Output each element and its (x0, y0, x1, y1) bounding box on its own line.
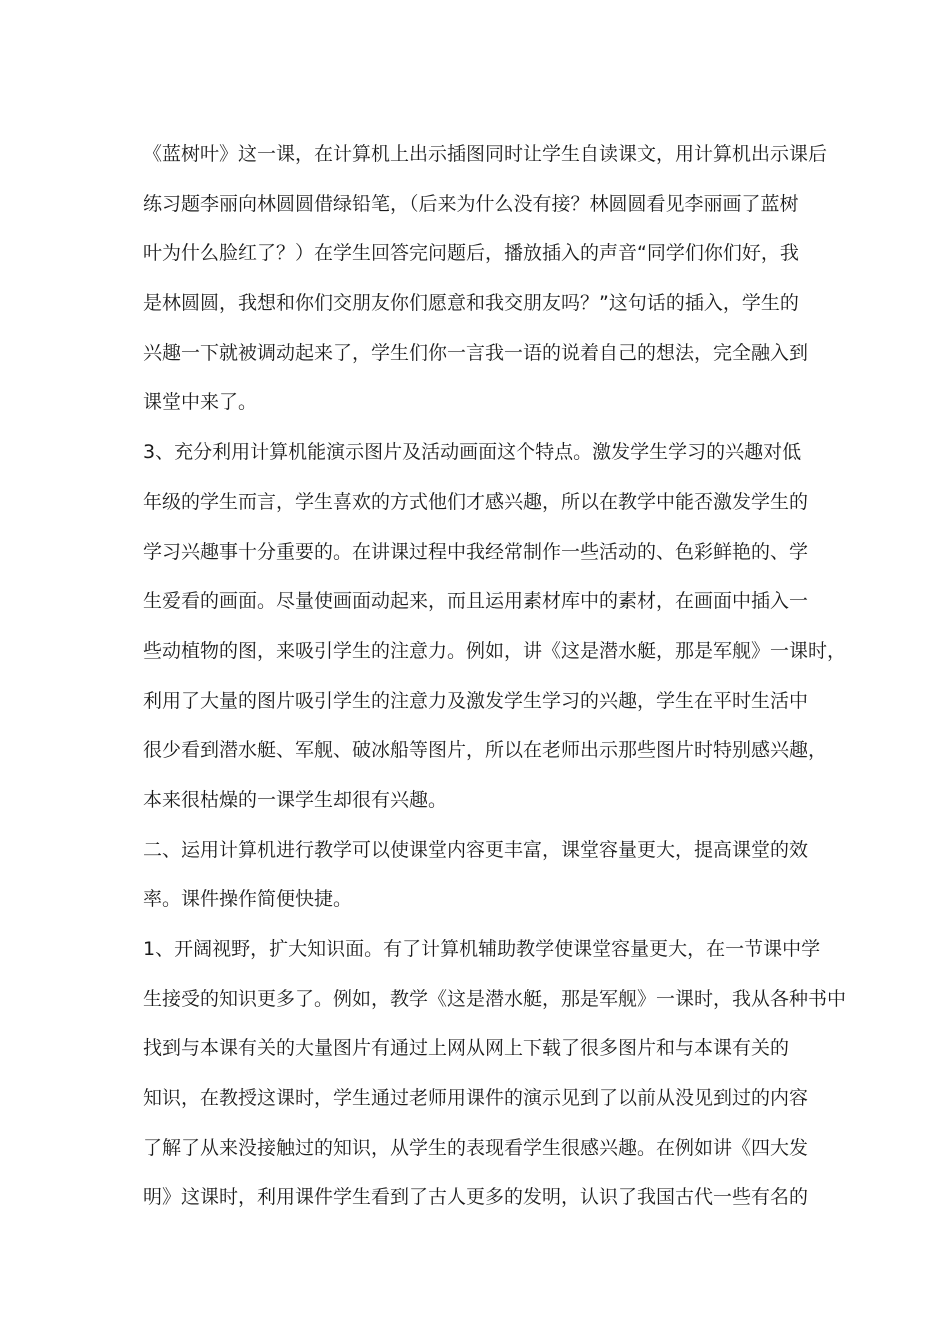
text-line: 叶为什么脸红了？）在学生回答完问题后，播放插入的声音“同学们你们好，我 (143, 242, 799, 265)
text-line: 找到与本课有关的大量图片有通过上网从网上下载了很多图片和与本课有关的 (143, 1037, 790, 1060)
text-line: 生爱看的画面。尽量使画面动起来，而且运用素材库中的素材，在画面中插入一 (143, 590, 809, 613)
text-line: 年级的学生而言，学生喜欢的方式他们才感兴趣，所以在教学中能否激发学生的 (143, 490, 809, 513)
text-line: 生接受的知识更多了。例如，教学《这是潜水艇，那是军舰》一课时，我从各种书中 (143, 987, 847, 1010)
text-line: 很少看到潜水艇、军舰、破冰船等图片，所以在老师出示那些图片时特别感兴趣， (143, 739, 828, 762)
document-body (143, 130, 847, 1223)
text-line: 率。课件操作简便快捷。 (143, 888, 353, 911)
text-line: 利用了大量的图片吸引学生的注意力及激发学生学习的兴趣，学生在平时生活中 (143, 689, 809, 712)
text-line: 《蓝树叶》这一课，在计算机上出示插图同时让学生自读课文，用计算机出示课后 (143, 143, 828, 165)
text-line: 明》这课时，利用课件学生看到了古人更多的发明，认识了我国古代一些有名的 (143, 1186, 809, 1209)
text-line: 了解了从来没接触过的知识，从学生的表现看学生很感兴趣。在例如讲《四大发 (143, 1136, 809, 1159)
text-line: 二、运用计算机进行教学可以使课堂内容更丰富，课堂容量更大，提高课堂的效 (143, 838, 809, 861)
text-line: 本来很枯燥的一课学生却很有兴趣。 (143, 788, 448, 811)
text-line: 学习兴趣事十分重要的。在讲课过程中我经常制作一些活动的、色彩鲜艳的、学 (143, 540, 809, 563)
text-line: 练习题李丽向林圆圆借绿铅笔，（后来为什么没有接？林圆圆看见李丽画了蓝树 (143, 192, 799, 215)
text-line: 是林圆圆，我想和你们交朋友你们愿意和我交朋友吗？”这句话的插入，学生的 (143, 292, 799, 315)
text-line: 些动植物的图，来吸引学生的注意力。例如，讲《这是潜水艇，那是军舰》一课时， (143, 639, 847, 662)
text-line: 知识，在教授这课时，学生通过老师用课件的演示见到了以前从没见到过的内容 (143, 1087, 809, 1110)
text-line: 3、充分利用计算机能演示图片及活动画面这个特点。激发学生学习的兴趣对低 (143, 441, 802, 464)
text-line: 1、开阔视野，扩大知识面。有了计算机辅助教学使课堂容量更大，在一节课中学 (143, 938, 821, 960)
text-line: 课堂中来了。 (143, 391, 258, 414)
text-line: 兴趣一下就被调动起来了，学生们你一言我一语的说着自己的想法，完全融入到 (143, 341, 809, 364)
